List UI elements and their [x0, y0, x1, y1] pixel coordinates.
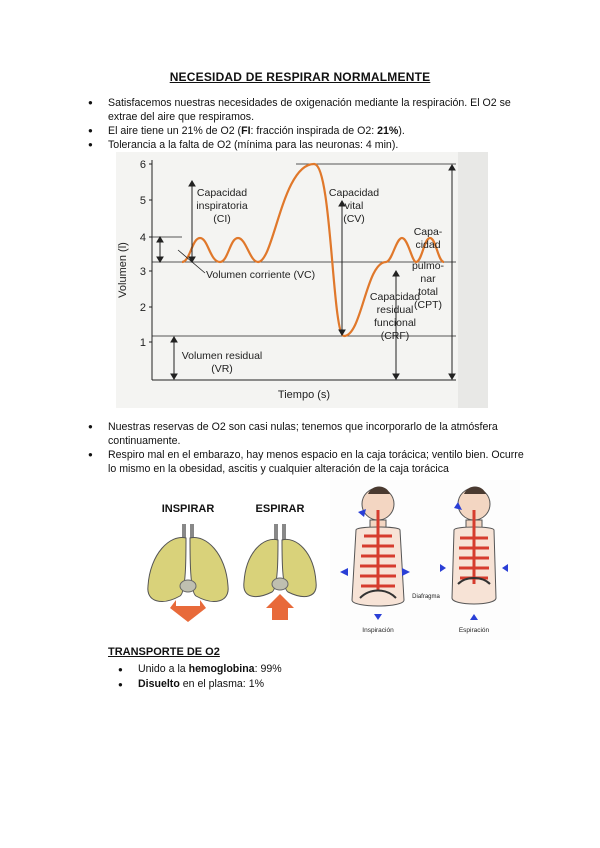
transport-list: [118, 662, 282, 692]
text-run: en el plasma: 1%: [179, 678, 265, 690]
cpt-label: total: [418, 286, 438, 298]
crf-label: (CRF): [380, 330, 410, 342]
crf-label: funcional: [373, 317, 417, 329]
cv-label: vital: [344, 200, 364, 212]
transport-item: [118, 677, 282, 692]
text-run: : 99%: [254, 663, 282, 675]
cpt-label: Capa-: [413, 226, 443, 238]
bullet-item: [86, 448, 526, 476]
text-run: Respiro mal en el embarazo, hay menos espacio en la caja torácica; ventilo bien. Ocurre lo mismo en la obesidad, ascitis y cualquier alteración de la caja torácica: [108, 449, 524, 475]
bullet-item: [86, 124, 526, 138]
text-run: Unido a la: [138, 663, 189, 675]
text-run: Satisfacemos nuestras necesidades de oxigenación mediante la respiración. El O2 se extrae del aire que respiramos.: [108, 97, 511, 123]
cpt-label: cidad: [415, 239, 441, 251]
inspiring-lungs-icon: [148, 524, 228, 622]
cpt-label: (CPT): [414, 299, 442, 311]
cv-label: (CV): [343, 213, 365, 225]
bullet-item: [86, 96, 526, 124]
y-tick: 1: [139, 337, 146, 349]
ci-label: (CI): [213, 213, 231, 225]
text-run: Tolerancia a la falta de O2 (mínima para las neuronas: 4 min).: [108, 139, 399, 151]
lung-volumes-diagram: [116, 152, 488, 408]
text-run: : fracción inspirada de O2:: [250, 125, 378, 137]
y-tick: 4: [139, 232, 146, 244]
y-tick: 2: [139, 302, 146, 314]
y-axis-label: Volumen (l): [117, 242, 129, 298]
y-tick: 3: [139, 266, 146, 278]
cpt-label: pulmo-: [411, 260, 445, 272]
breathing-bodies-illustration: [330, 480, 520, 640]
bullet-item: [86, 420, 526, 448]
espirar-label: ESPIRAR: [255, 503, 305, 515]
text-run: Nuestras reservas de O2 son casi nulas; tenemos que incorporarlo de la atmósfera continuamente.: [108, 421, 498, 447]
ci-label: Capacidad: [196, 187, 248, 199]
espiracion-caption: Espiración: [458, 627, 490, 634]
text-run: El aire tiene un 21% de O2 (: [108, 125, 242, 137]
inspirar-label: INSPIRAR: [161, 503, 215, 515]
vr-label: Volumen residual: [181, 350, 263, 362]
bullet-item: [86, 138, 526, 152]
cpt-label: nar: [420, 273, 436, 285]
transport-title: TRANSPORTE DE O2: [108, 646, 220, 658]
mid-bullets: [86, 420, 526, 476]
vr-label: (VR): [211, 363, 233, 375]
ci-label: inspiratoria: [196, 200, 248, 212]
x-axis-label: Tiempo (s): [277, 389, 331, 401]
bold-text: FI: [241, 125, 251, 137]
y-tick: 5: [139, 195, 146, 207]
transport-item: [118, 662, 282, 677]
bold-text: Disuelto: [138, 678, 180, 690]
inspiracion-caption: Inspiración: [362, 627, 394, 634]
cv-label: Capacidad: [328, 187, 380, 199]
lungs-illustration: [140, 498, 328, 626]
y-tick: 6: [139, 159, 146, 171]
vc-label: Volumen corriente (VC): [206, 269, 316, 281]
diafragma-caption: Diafragma: [412, 594, 440, 600]
crf-label: residual: [376, 304, 414, 316]
bold-text: 21%: [377, 125, 399, 137]
page-title: NECESIDAD DE RESPIRAR NORMALMENTE: [169, 70, 431, 84]
expiring-lungs-icon: [244, 524, 316, 620]
crf-label: Capacidad: [369, 291, 421, 303]
intro-bullets: [86, 96, 526, 152]
text-run: ).: [398, 125, 405, 137]
bold-text: hemoglobina: [188, 663, 255, 675]
